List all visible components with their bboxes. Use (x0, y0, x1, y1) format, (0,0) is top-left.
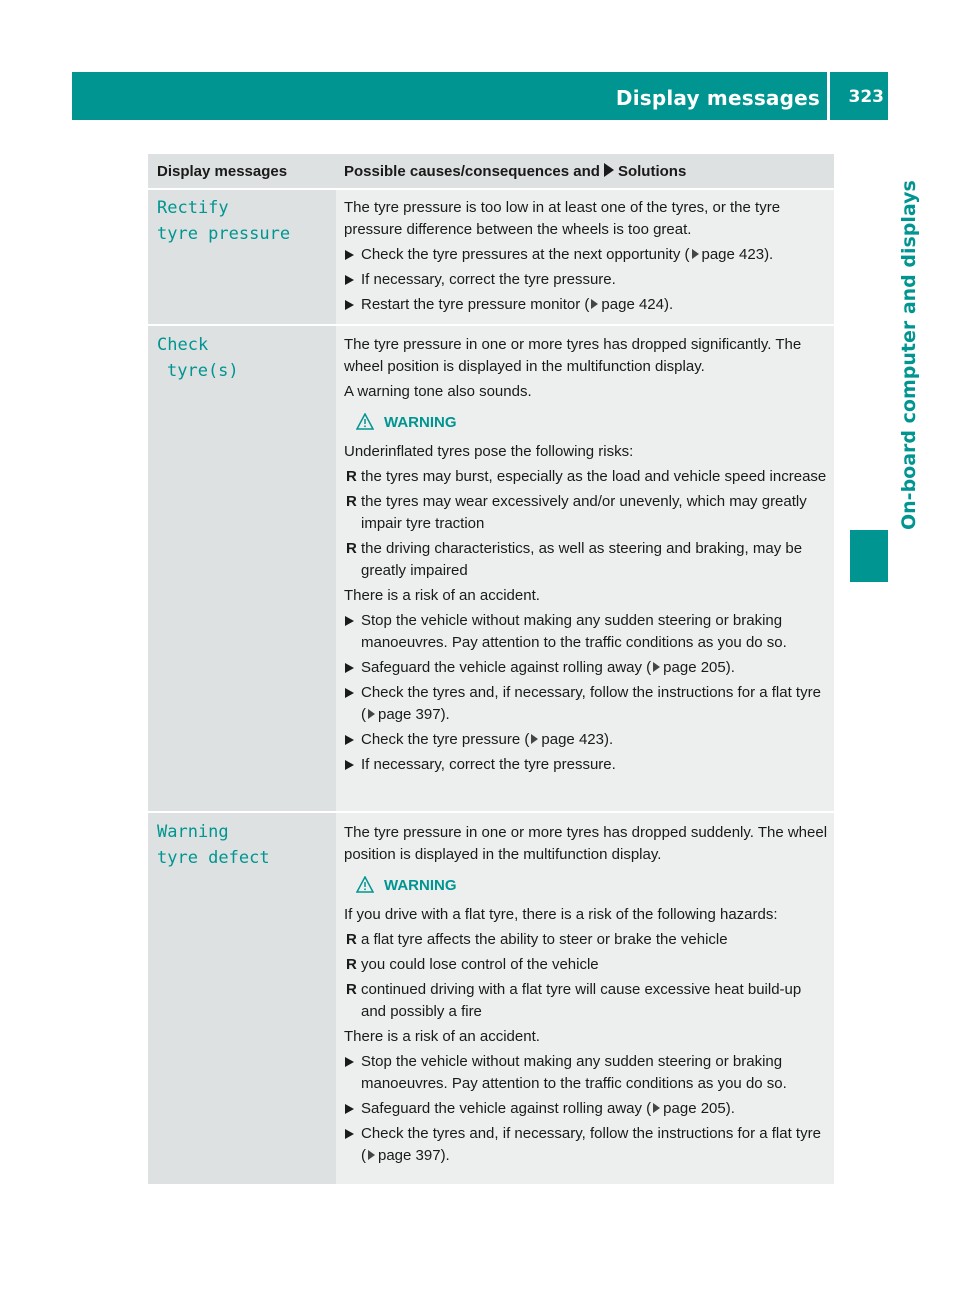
page-ref-icon (368, 709, 375, 719)
column-header-solutions: Possible causes/consequences and Solutions (344, 163, 687, 180)
action-step: Safeguard the vehicle against rolling away ( page 205). (344, 1098, 828, 1120)
display-message-warning-tyre-defect: Warning tyre defect (157, 822, 270, 868)
page-ref-icon (692, 249, 699, 259)
chapter-marker (850, 530, 888, 582)
action-step: Check the tyre pressures at the next opportunity ( page 423). (344, 244, 828, 266)
action-arrow-icon (604, 163, 614, 177)
step-arrow-icon (345, 300, 354, 310)
risk-item: R continued driving with a flat tyre will cause excessive heat build-up and possibly a fire (346, 981, 802, 1020)
step-arrow-icon (345, 1104, 354, 1114)
risk-item: R a flat tyre affects the ability to steer or brake the vehicle (346, 931, 728, 948)
section-title: Display messages (615, 86, 820, 110)
page-header (72, 72, 888, 120)
warning-triangle-icon (356, 876, 374, 893)
step-arrow-icon (345, 250, 354, 260)
page-ref-icon (368, 1150, 375, 1160)
step-arrow-icon (345, 1057, 354, 1067)
action-step: Restart the tyre pressure monitor ( page 424). (344, 294, 828, 316)
page-ref-icon (531, 734, 538, 744)
action-step: Check the tyres and, if necessary, follow the instructions for a flat tyre ( page 397). (344, 682, 828, 726)
action-step: Stop the vehicle without making any sudden steering or braking manoeuvres. Pay attention to the traffic conditions as you do so. (344, 1051, 828, 1095)
cause-text: A warning tone also sounds. (344, 383, 532, 400)
cause-text: The tyre pressure in one or more tyres has dropped significantly. The wheel position is displayed in the multifunction display. (344, 336, 802, 375)
page-ref-icon (653, 1103, 660, 1113)
risk-item: R you could lose control of the vehicle (346, 956, 599, 973)
risk-item: R the driving characteristics, as well as steering and braking, may be greatly impaired (346, 540, 803, 579)
action-step: Check the tyre pressure ( page 423). (344, 729, 828, 751)
risk-end: There is a risk of an accident. (344, 587, 540, 604)
warning-heading: WARNING (344, 874, 828, 898)
cause-text: The tyre pressure in one or more tyres has dropped suddenly. The wheel position is displayed in the multifunction display. (344, 824, 828, 863)
chapter-side-tab (896, 120, 922, 540)
action-step: Safeguard the vehicle against rolling away ( page 205). (344, 657, 828, 679)
step-arrow-icon (345, 760, 354, 770)
action-step: If necessary, correct the tyre pressure. (344, 269, 828, 291)
cause-text: The tyre pressure is too low in at least one of the tyres, or the tyre pressure difference between the wheels is too great. (344, 199, 781, 238)
action-step: If necessary, correct the tyre pressure. (344, 754, 828, 776)
warning-triangle-icon (356, 413, 374, 430)
risk-intro: Underinflated tyres pose the following risks: (344, 443, 634, 460)
step-arrow-icon (345, 688, 354, 698)
table-header-row (148, 154, 834, 188)
step-arrow-icon (345, 735, 354, 745)
action-step: Stop the vehicle without making any sudden steering or braking manoeuvres. Pay attention to the traffic conditions as you do so. (344, 610, 828, 654)
row-tyre-defect-solutions (344, 822, 828, 1170)
row-check-tyres-solutions (344, 334, 828, 779)
risk-item: R the tyres may wear excessively and/or unevenly, which may greatly impair tyre traction (346, 493, 807, 532)
risk-item: R the tyres may burst, especially as the load and vehicle speed increase (346, 468, 827, 485)
display-message-rectify-tyre-pressure: Rectify tyre pressure (157, 198, 291, 244)
display-message-check-tyres: Check tyre(s) (157, 335, 239, 381)
action-step: Check the tyres and, if necessary, follow the instructions for a flat tyre ( page 397). (344, 1123, 828, 1167)
chapter-title: On-board computer and displays (898, 180, 920, 530)
step-arrow-icon (345, 1129, 354, 1139)
column-header-messages: Display messages (157, 163, 288, 180)
risk-intro: If you drive with a flat tyre, there is a risk of the following hazards: (344, 906, 778, 923)
divider (148, 811, 834, 813)
divider (148, 188, 834, 190)
page-ref-icon (591, 299, 598, 309)
page-ref-icon (653, 662, 660, 672)
header-divider (827, 72, 830, 120)
display-messages-table (148, 154, 834, 1184)
page-number: 323 (848, 87, 884, 107)
step-arrow-icon (345, 663, 354, 673)
divider (148, 324, 834, 326)
step-arrow-icon (345, 616, 354, 626)
step-arrow-icon (345, 275, 354, 285)
row-rectify-solutions (344, 197, 828, 319)
warning-heading: WARNING (344, 411, 828, 435)
risk-end: There is a risk of an accident. (344, 1028, 540, 1045)
